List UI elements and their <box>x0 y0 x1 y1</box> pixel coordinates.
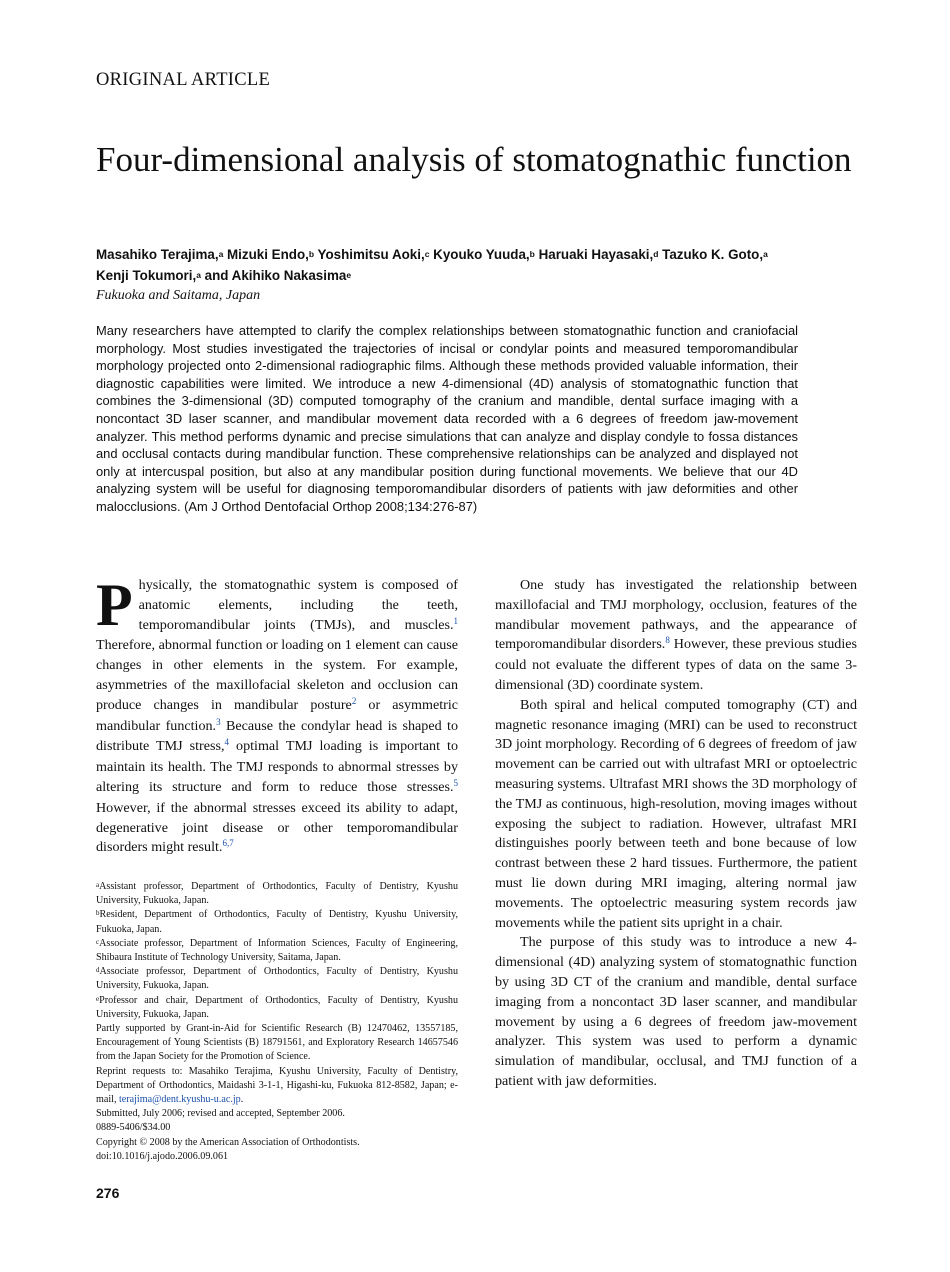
intro-paragraph: Physically, the stomatognathic system is composed of anatomic elements, including the teeth, temporomandibular joints (TMJs), and muscles.$^1$ Therefore, abnormal function or loading on 1 element can cause changes in other elements in the system. For example, asymmetries of the maxillofacial skeleton and occlusion can produce changes in mandibular posture$^2$ or asymmetric mandibular function.$^3$ Because the condylar head is shaped to distribute TMJ stress,$^4$ optimal TMJ loading is important to maintain its health. The TMJ responds to abnormal stresses by altering its structure and form to reduce those stresses.$^5$ However, if the abnormal stresses exceed its ability to adapt, degenerative joint disease or other temporomandibular disorders might result.$^{6,7}$ <box>96 572 459 856</box>
citation-link[interactable]: 2 <box>351 695 357 706</box>
footnote-affiliation: $^c$Associate professor, Department of Information Sciences, Faculty of Engineering, Shibaura Institute of Technology University, Saitama, Japan. <box>96 937 458 964</box>
citation-link[interactable]: 8 <box>665 635 670 646</box>
author: Haruaki Hayasaki,$^d$ <box>538 247 659 262</box>
body-paragraph: One study has investigated the relationship between maxillofacial and TMJ morphology, occlusion, features of the mandibular movement pathways, and the appearance of temporomandibular disorders.$^8$ However, these previous studies could not evaluate the different types of data on the same 3-dimensional (3D) coordinate system. <box>495 577 857 693</box>
footnotes <box>96 880 458 1164</box>
footnote-funding: Partly supported by Grant-in-Aid for Scientific Research (B) 12470462, 13557185, Encouragement of Young Scientists (B) 18791561, and Exploratory Research 14657546 from the Japan Society for the Promotion of Science. <box>96 1023 458 1063</box>
body-paragraph: The purpose of this study was to introduce a new 4-dimensional (4D) analyzing system of stomatognathic function by using 3D CT of the cranium and mandible, dental surface imaging from a noncontact 3D laser scanner, and mandibular movement by using a 6 degrees of freedom jaw-movement analyzer. This system was used to perform a dynamic simulation of mandibular, occlusal, and TMJ function of a patient with jaw deformities. <box>495 934 857 1089</box>
article-title: Four-dimensional analysis of stomatognathic function <box>96 140 852 179</box>
footnote-reprint: Reprint requests to: Masahiko Terajima, Kyushu University, Faculty of Dentistry, Department of Orthodontics, Maidashi 3-1-1, Higashi-ku, Fukuoka 812-8582, Japan; e-mail, terajima@dent.kyushu-u.ac.jp. <box>96 1065 458 1106</box>
footnote-copyright: Copyright © 2008 by the American Association of Orthodontists. <box>96 1136 360 1148</box>
footnote-affiliation: $^b$Resident, Department of Orthodontics, Faculty of Dentistry, Kyushu University, Fukuoka, Japan. <box>96 909 458 935</box>
page-number: 276 <box>96 1185 120 1201</box>
citation-link[interactable]: 1 <box>453 615 458 626</box>
section-label: ORIGINAL ARTICLE <box>96 70 271 90</box>
author: Mizuki Endo,$^b$ <box>227 247 315 262</box>
body-column-right <box>495 576 857 1092</box>
footnote-affiliation: $^e$Professor and chair, Department of Orthodontics, Faculty of Dentistry, Kyushu University, Fukuoka, Japan. <box>96 994 458 1020</box>
author: Masahiko Terajima,$^a$ <box>96 247 224 262</box>
footnote-submitted: Submitted, July 2006; revised and accepted, September 2006. <box>96 1108 345 1120</box>
author: and Akihiko Nakasima$^e$ <box>204 268 352 283</box>
email-link[interactable]: terajima@dent.kyushu-u.ac.jp <box>119 1094 241 1106</box>
author: Kenji Tokumori,$^a$ <box>96 268 201 283</box>
body-column-left <box>96 572 459 859</box>
author-location: Fukuoka and Saitama, Japan <box>96 288 261 303</box>
body-paragraph: Both spiral and helical computed tomography (CT) and magnetic resonance imaging (MRI) can be used to reconstruct 3D joint morphology. Recording of 6 degrees of freedom of jaw movement can be carried out with ultrafast MRI or optoelectric measuring systems. Ultrafast MRI shows the 3D morphology of the TMJ as continuous, high-resolution, moving images without exposing the subject to radiation. However, ultrafast MRI distinguishes poorly between teeth and bone because of low contrast between these 2 hard tissues. Furthermore, the patient must lie down during MRI imaging, altering normal jaw movements. The optoelectric measuring system records jaw movements while the patient sits upright in a chair. <box>495 696 857 931</box>
footnote-issn: 0889-5406/$34.00 <box>96 1122 171 1134</box>
author: Kyouko Yuuda,$^b$ <box>433 247 535 262</box>
abstract: Many researchers have attempted to clarify the complex relationships between stomatognathic function and craniofacial morphology. Most studies investigated the trajectories of incisal or condylar points and measured temporomandibular morphology projected onto 2-dimensional radiographic films. Although these methods provided valuable information, their diagnostic capabilities were limited. We introduce a new 4-dimensional (4D) analysis of stomatognathic function that combines the 3-dimensional (3D) computed tomography of the cranium and mandible, dental surface imaging with a noncontact 3D laser scanner, and mandibular movement data recorded with a 6 degrees of freedom jaw-movement analyzer. This method performs dynamic and precise simulations that can analyze and display condyle to fossa distances and occlusal contacts during mandibular function. These comprehensive relationships can be analyzed and displayed not only at intercuspal position, but also at any mandibular position during functional movements. We believe that our 4D analyzing system will be useful for diagnosing temporomandibular disorders of patients with jaw deformities and other malocclusions. (Am J Orthod Dentofacial Orthop 2008;134:276-87) <box>96 323 798 514</box>
footnote-doi: doi:10.1016/j.ajodo.2006.09.061 <box>96 1150 229 1162</box>
citation-link[interactable]: 5 <box>453 777 458 788</box>
footnote-affiliation: $^a$Assistant professor, Department of Orthodontics, Faculty of Dentistry, Kyushu University, Fukuoka, Japan. <box>96 881 458 907</box>
author: Tazuko K. Goto,$^a$ <box>662 247 768 262</box>
drop-cap: P <box>96 572 133 638</box>
author: Yoshimitsu Aoki,$^c$ <box>317 247 430 262</box>
citation-link[interactable]: 4 <box>224 737 229 748</box>
footnote-affiliation: $^d$Associate professor, Department of Orthodontics, Faculty of Dentistry, Kyushu University, Fukuoka, Japan. <box>96 966 458 992</box>
citation-link[interactable]: 3 <box>216 716 221 727</box>
author-list <box>96 245 866 287</box>
citation-link[interactable]: 6,7 <box>222 838 234 849</box>
